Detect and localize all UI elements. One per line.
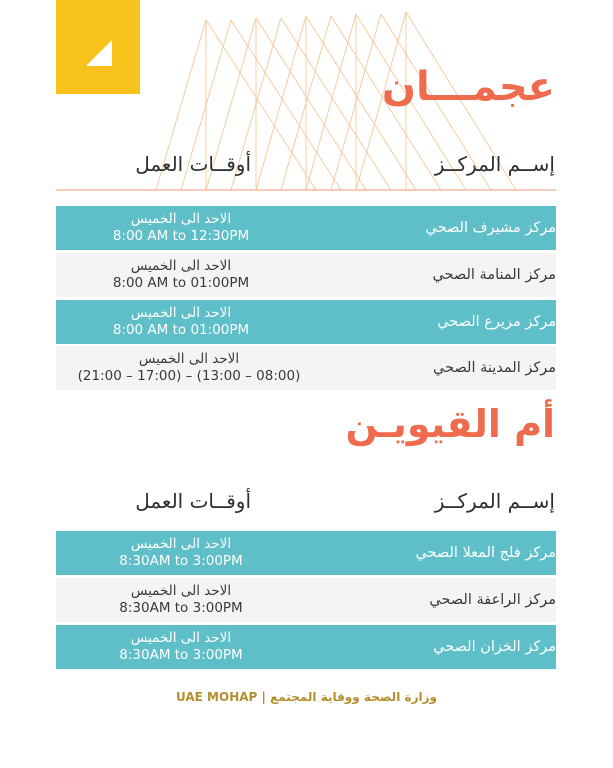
work-time: 8:00 AM to 01:00PM xyxy=(112,275,250,291)
header-center-name: إســم المركــز xyxy=(434,489,555,513)
work-days: الاحد الى الخميس xyxy=(130,258,232,274)
work-time: 8:00 AM to 12:30PM xyxy=(112,228,250,244)
table-row xyxy=(56,531,556,575)
work-time: (21:00 – 17:00) – (13:00 – 08:00) xyxy=(77,368,301,384)
table-row xyxy=(56,206,556,250)
work-time: 8:30AM to 3:00PM xyxy=(119,553,243,569)
work-days: الاحد الى الخميس xyxy=(138,351,240,367)
work-days: الاحد الى الخميس xyxy=(130,630,232,646)
work-days: الاحد الى الخميس xyxy=(130,536,232,552)
region-title-ajman: عجمـــان xyxy=(381,64,555,110)
table-row xyxy=(56,300,556,344)
center-name: مركز الخزان الصحي xyxy=(433,639,556,655)
center-name: مركز المنامة الصحي xyxy=(432,267,556,283)
work-days: الاحد الى الخميس xyxy=(130,583,232,599)
work-time: 8:00 AM to 01:00PM xyxy=(112,322,250,338)
header-working-hours: أوقــات العمل xyxy=(135,152,251,176)
table-row xyxy=(56,253,556,297)
work-time: 8:30AM to 3:00PM xyxy=(119,600,243,616)
table-row xyxy=(56,578,556,622)
work-days: الاحد الى الخميس xyxy=(130,305,232,321)
work-time: 8:30AM to 3:00PM xyxy=(119,647,243,663)
footer-ministry: UAE MOHAP | وزارة الصحة ووقاية المجتمع xyxy=(176,690,437,704)
center-name: مركز فلج المعلا الصحي xyxy=(415,545,556,561)
table-row xyxy=(56,346,556,390)
center-name: مركز مشيرف الصحي xyxy=(425,220,556,236)
table-row xyxy=(56,625,556,669)
center-name: مركز مزيرع الصحي xyxy=(437,314,556,330)
center-name: مركز الراعفة الصحي xyxy=(429,592,556,608)
work-days: الاحد الى الخميس xyxy=(130,211,232,227)
header-working-hours: أوقــات العمل xyxy=(135,489,251,513)
center-name: مركز المدينة الصحي xyxy=(433,360,556,376)
region-title-umm-al-quwain: أم القيويـن xyxy=(345,402,555,446)
header-center-name: إســم المركــز xyxy=(434,152,555,176)
